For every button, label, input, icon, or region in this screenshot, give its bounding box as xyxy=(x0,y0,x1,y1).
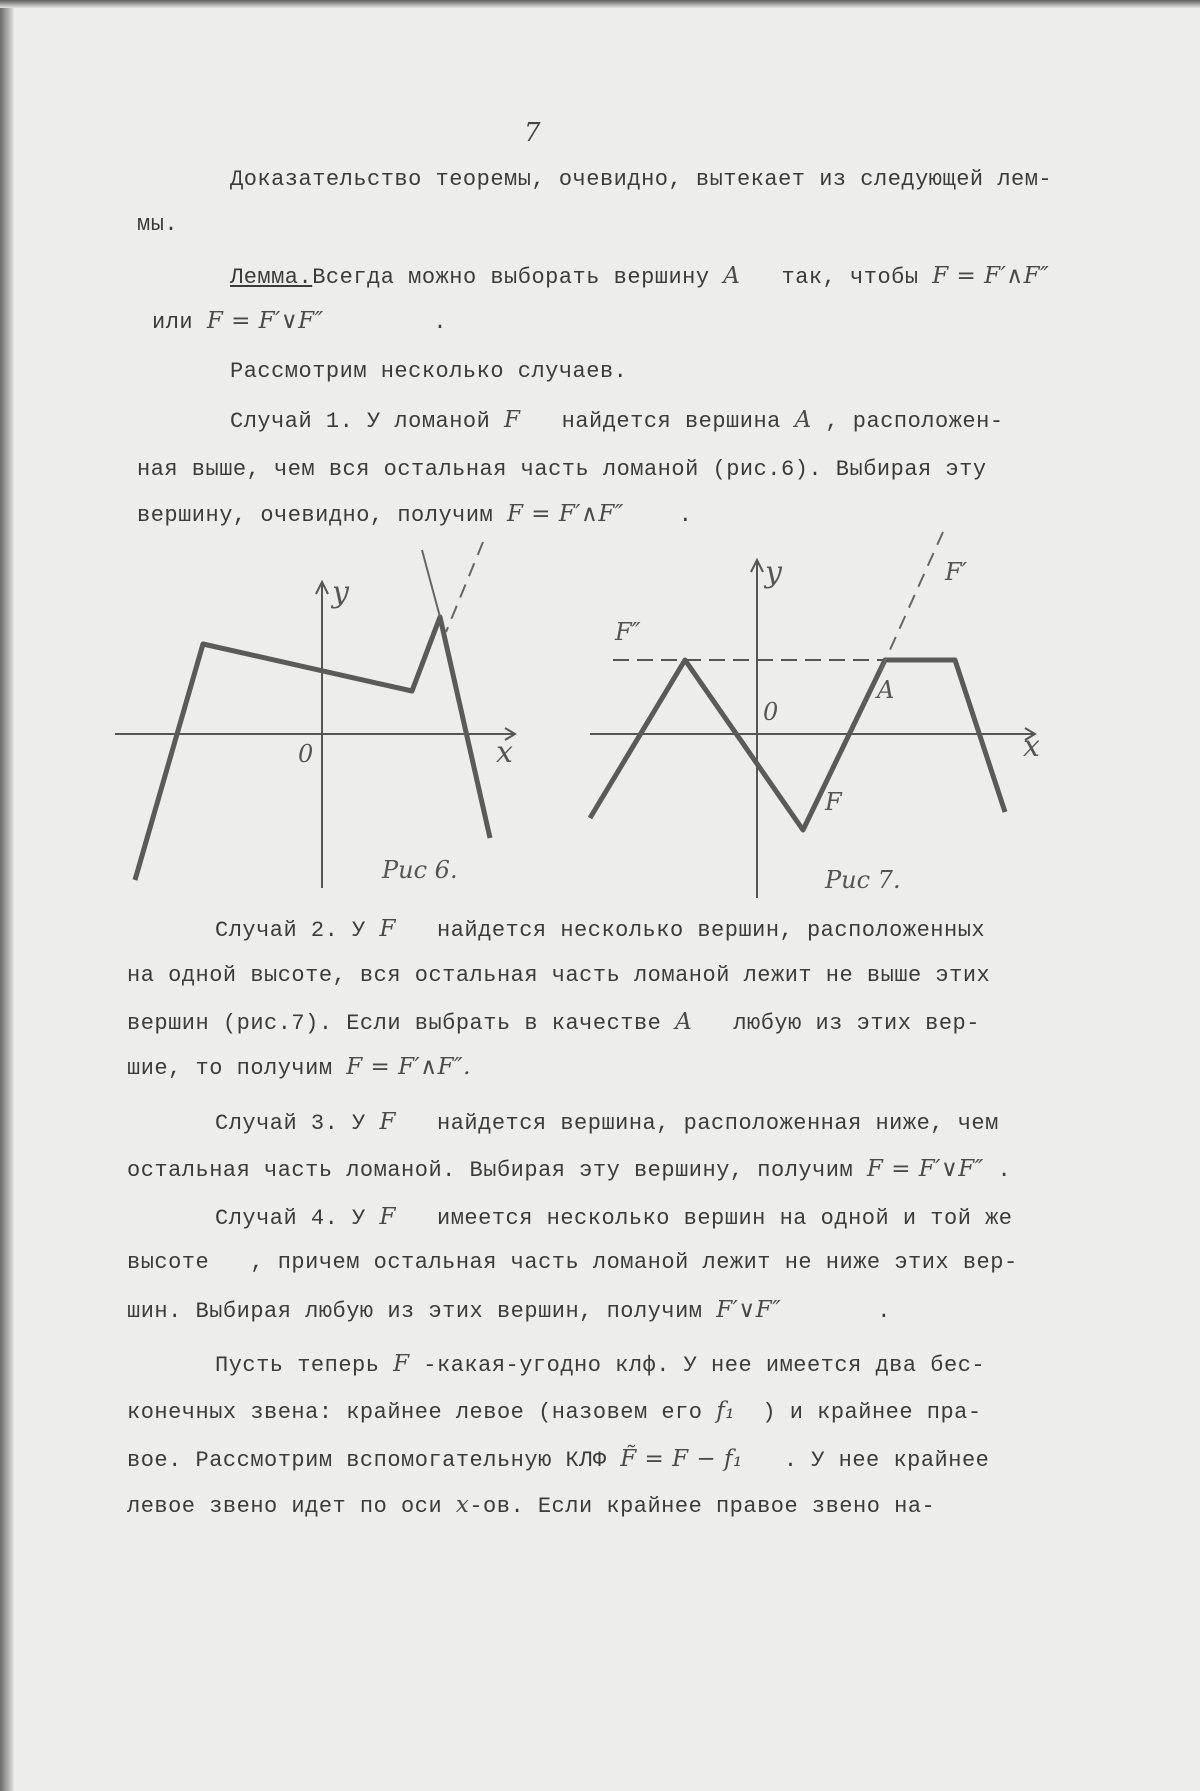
fig6-x-label: x xyxy=(496,735,513,770)
fig6-caption: Рис 6. xyxy=(382,856,458,884)
text-line-20: вое. Рассмотрим вспомогательную КЛФ F̃ = F − f₁ . У нее крайнее xyxy=(127,1446,990,1473)
fig7-label-A: A xyxy=(877,676,895,704)
text-line-13: Случай 3. У F найдется вершина, расположенная ниже, чем xyxy=(215,1109,999,1136)
polyline-F xyxy=(590,660,1005,830)
text-line-17: шин. Выбирая любую из этих вершин, получим F′∨F″ . xyxy=(127,1297,891,1324)
text-line-12: шие, то получим F = F′∧F″. xyxy=(127,1054,471,1081)
fig7-label-F-prime: F′ xyxy=(945,558,968,586)
fig7-label-F-double-prime: F″ xyxy=(615,618,641,646)
fig7-x-label: x xyxy=(1023,729,1040,764)
math-F: F xyxy=(393,1351,410,1377)
text-line-6: Случай 1. У ломаной F найдется вершина A , расположен- xyxy=(230,407,1004,434)
math-formula: F = F′∨F″ xyxy=(866,1156,984,1182)
fig7-label-F: F xyxy=(825,788,842,816)
text-line-9: Случай 2. У F найдется несколько вершин, расположенных xyxy=(215,916,986,943)
text-line-14: остальная часть ломаной. Выбирая эту вершину, получим F = F′∨F″ . xyxy=(127,1156,1012,1183)
math-formula: F̃ = F − f₁ xyxy=(620,1446,743,1472)
text-line-7: ная выше, чем вся остальная часть ломаной (рис.6). Выбирая эту xyxy=(137,457,987,482)
fig7-origin: 0 xyxy=(763,698,779,726)
math-F: F xyxy=(504,407,521,433)
text-line-11: вершин (рис.7). Если выбрать в качестве A любую из этих вер- xyxy=(127,1009,980,1036)
text-line-1: Доказательство теоремы, очевидно, вытекает из следующей лем- xyxy=(230,167,1053,192)
page-number: 7 xyxy=(524,118,541,148)
text-line-18: Пусть теперь F -какая-угодно клф. У нее имеется два бес- xyxy=(215,1351,986,1378)
dashed-line-F1 xyxy=(880,532,943,672)
text-line-15: Случай 4. У F имеется несколько вершин на одной и той же xyxy=(215,1204,1013,1231)
math-formula: F = F′∧F″. xyxy=(346,1054,471,1080)
fig6-y-label: y xyxy=(332,575,349,610)
text-line-19: конечных звена: крайнее левое (назовем его f₁ ) и крайнее пра- xyxy=(127,1398,982,1425)
fig7-caption: Рис 7. xyxy=(825,866,901,894)
text-line-10: на одной высоте, вся остальная часть ломаной лежит не выше этих xyxy=(127,963,991,988)
math-formula: F = F′∧F″ xyxy=(506,501,624,527)
figure-7 xyxy=(575,520,1065,900)
math-F: F xyxy=(379,1109,396,1135)
math-A: A xyxy=(675,1009,693,1035)
text-line-5: Рассмотрим несколько случаев. xyxy=(230,359,628,384)
math-formula: F′∨F″ xyxy=(716,1297,782,1323)
lemma-label: Лемма. xyxy=(230,265,313,290)
math-formula: F = F′∧F″ xyxy=(932,263,1050,289)
figure-6 xyxy=(100,530,560,900)
math-A: A xyxy=(723,263,741,289)
math-x: x xyxy=(455,1492,470,1518)
text-line-2: мы. xyxy=(137,212,179,237)
math-formula: F = F′∨F″ xyxy=(206,308,324,334)
text-line-4: или F = F′∨F″ . xyxy=(152,308,448,335)
fig7-y-label: y xyxy=(765,555,782,590)
text-line-21: левое звено идет по оси x-ов. Если крайнее правое звено на- xyxy=(127,1492,936,1519)
math-f1: f₁ xyxy=(716,1398,735,1424)
text-line-16: высоте , причем остальная часть ломаной лежит не ниже этих вер- xyxy=(127,1250,1018,1275)
extension-line xyxy=(422,550,440,617)
fig6-origin: 0 xyxy=(298,740,314,768)
math-A: A xyxy=(794,407,812,433)
math-F: F xyxy=(379,916,396,942)
math-F: F xyxy=(379,1204,396,1230)
text-line-8: вершину, очевидно, получим F = F′∧F″ . xyxy=(137,501,693,528)
dashed-extension-line xyxy=(446,542,483,632)
text-line-3: Лемма.Всегда можно выборать вершину A так, чтобы F = F′∧F″ xyxy=(230,263,1050,290)
